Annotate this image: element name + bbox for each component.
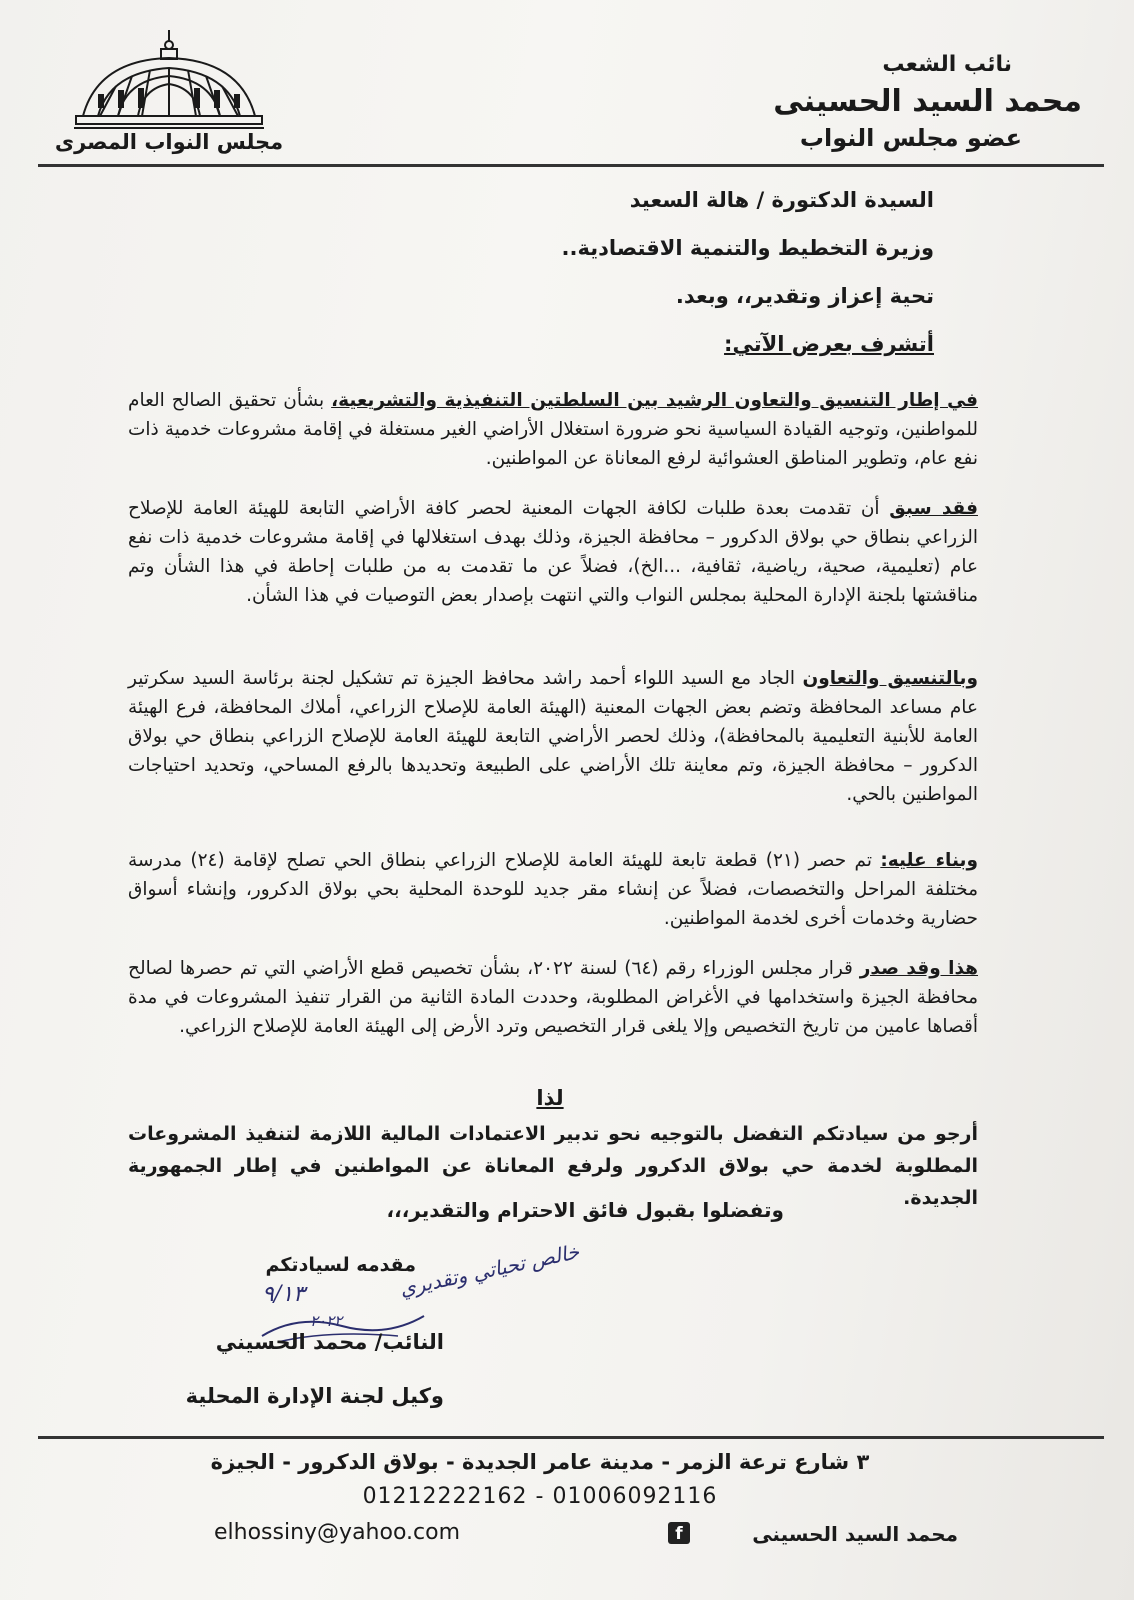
footer-address: ٣ شارع ترعة الزمر - مدينة عامر الجديدة - بولاق الدكرور - الجيزة — [210, 1450, 870, 1474]
footer-facebook-name: محمد السيد الحسينى — [752, 1522, 958, 1546]
footer-email: elhossiny@yahoo.com — [214, 1520, 461, 1545]
header-mp-name: محمد السيد الحسينى — [773, 84, 1082, 119]
paragraph-4 — [128, 846, 978, 933]
handwritten-note: خالص تحياتي وتقديري — [397, 1239, 582, 1301]
intro-line — [724, 332, 934, 356]
closing-line: وتفضلوا بقبول فائق الاحترام والتقدير،،، — [386, 1198, 784, 1222]
greeting: تحية إعزاز وتقدير،، وبعد. — [675, 284, 934, 308]
logo-caption: مجلس النواب المصرى — [54, 130, 284, 154]
header-title: نائب الشعب — [882, 52, 1012, 77]
paragraph-3 — [128, 664, 978, 809]
intro-text: أتشرف بعرض الآتي: — [724, 332, 934, 356]
signatory-role: وكيل لجنة الإدارة المحلية — [185, 1384, 444, 1408]
footer-divider — [38, 1436, 1104, 1439]
paragraph-4-lead: وبناء عليه: — [880, 850, 979, 871]
handwritten-year: ٢٠٢٢ — [310, 1312, 343, 1330]
request-paragraph: أرجو من سيادتكم التفضل بالتوجيه نحو تدبير الاعتمادات المالية اللازمة لتنفيذ المشروعات المطلوبة لخدمة حي بولاق الدكرور ولرفع المعاناة عن المواطنين في إطار الجمهورية الجديدة. — [128, 1123, 978, 1209]
therefore-heading: لذا — [536, 1086, 564, 1110]
paragraph-2-text: أن تقدمت بعدة طلبات لكافة الجهات المعنية لحصر كافة الأراضي التابعة للهيئة العامة للإصلاح الزراعي بنطاق حي بولاق الدكرور – محافظة الجيزة، وذلك بهدف استغلالها في إقامة مشروعات خدمية ذات نفع عام (تعليمية، صحية، رياضية، ثقافية، ...الخ)، فضلاً عن ما تقدمت به من طلبات إحاطة في هذا الشأن وتم مناقشتها بلجنة الإدارة المحلية بمجلس النواب والتي انتهت بإصدار بعض التوصيات في هذا الشأن. — [128, 498, 978, 606]
paragraph-2-lead: فقد سبق — [889, 498, 978, 519]
handwritten-date: ٩/١٣ — [262, 1282, 305, 1307]
paragraph-4-text: تم حصر (٢١) قطعة تابعة للهيئة العامة للإصلاح الزراعي بنطاق الحي تصلح لإقامة (٢٤) مدرسة مختلفة المراحل والتخصصات، فضلاً عن إنشاء مقر جديد للوحدة المحلية بحي بولاق الدكرور، وإنشاء أسواق حضارية وخدمات أخرى لخدمة المواطنين. — [128, 850, 978, 929]
addressee-name: السيدة الدكتورة / هالة السعيد — [629, 188, 934, 212]
header-divider — [38, 164, 1104, 167]
paragraph-5-text: قرار مجلس الوزراء رقم (٦٤) لسنة ٢٠٢٢، بشأن تخصيص قطع الأراضي التي تم حصرها لصالح محافظة الجيزة واستخدامها في الأغراض المطلوبة، وحددت المادة الثانية من القرار تنفيذ المشروعات في مدة أقصاها عامين من تاريخ التخصيص وإلا يلغى قرار التخصيص وترد الأرض إلى الهيئة العامة للإصلاح الزراعي. — [128, 958, 978, 1037]
paragraph-1 — [128, 386, 978, 473]
paragraph-3-text: الجاد مع السيد اللواء أحمد راشد محافظ الجيزة تم تشكيل لجنة برئاسة السيد سكرتير عام مساعد المحافظة وتضم بعض الجهات المعنية (الهيئة العامة للإصلاح الزراعي، أملاك المحافظة، فرع الهيئة العامة للأبنية التعليمية بالمحافظة)، وذلك لحصر الأراضي التابعة للهيئة العامة للإصلاح الزراعي بنطاق حي بولاق الدكرور – محافظة الجيزة، وتم معاينة تلك الأراضي على الطبيعة وتحديدها بالرفع المساحي، وتحديد احتياجات المواطنين بالحي. — [128, 668, 978, 805]
paragraph-1-lead: في إطار التنسيق والتعاون الرشيد بين السلطتين التنفيذية والتشريعية، — [331, 390, 978, 411]
paragraph-5-lead: هذا وقد صدر — [859, 958, 979, 979]
paragraph-5 — [128, 954, 978, 1041]
footer-phones: 01212222162 - 01006092116 — [362, 1484, 718, 1509]
addressee-title: وزيرة التخطيط والتنمية الاقتصادية.. — [561, 236, 934, 260]
signatory-name: النائب/ محمد الحسيني — [215, 1330, 444, 1354]
submitted-by: مقدمه لسيادتكم — [265, 1254, 416, 1276]
header-subtitle: عضو مجلس النواب — [799, 124, 1022, 152]
paragraph-1-text: بشأن تحقيق الصالح العام للمواطنين، وتوجيه القيادة السياسية نحو ضرورة استغلال الأراضي الغير مستغلة في إقامة مشروعات خدمية ذات نفع عام، وتطوير المناطق العشوائية لرفع المعاناة عن المواطنين. — [128, 390, 978, 469]
paragraph-2 — [128, 494, 978, 610]
paragraph-3-lead: وبالتنسيق والتعاون — [802, 668, 978, 689]
facebook-icon: f — [668, 1522, 690, 1544]
